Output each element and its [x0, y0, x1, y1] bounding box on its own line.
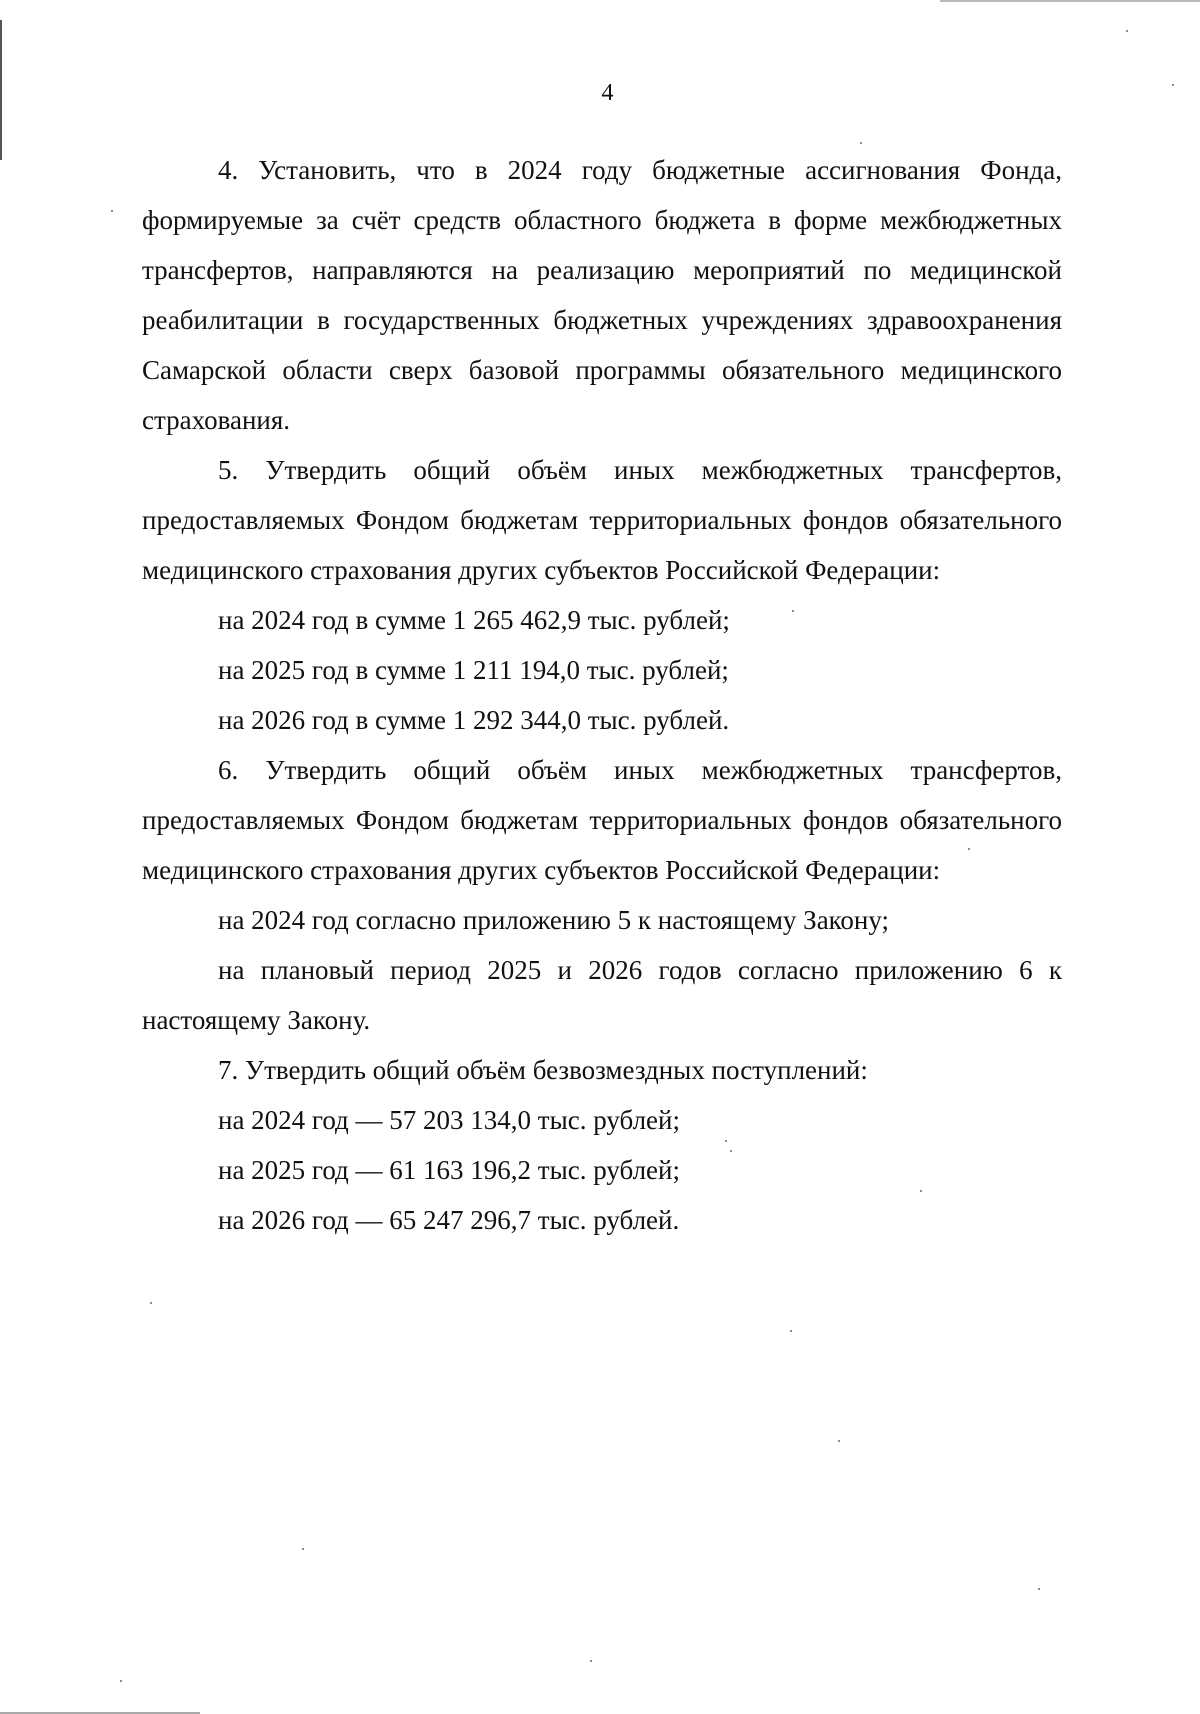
list-item: на 2026 год — 65 247 296,7 тыс. рублей. [218, 1205, 680, 1235]
scan-speck [1038, 1588, 1040, 1590]
scan-speck [790, 1330, 792, 1332]
paragraph-6: 6. Утвердить общий объём иных межбюджетных трансфертов, предоставляемых Фондом бюджетам территориальных фондов обязательного медицинского страхования других субъектов Российской Федерации: [142, 755, 1062, 885]
scan-edge-mark [940, 0, 1200, 2]
paragraph-5: 5. Утвердить общий объём иных межбюджетных трансфертов, предоставляемых Фондом бюджетам территориальных фондов обязательного медицинского страхования других субъектов Российской Федерации: [142, 455, 1062, 585]
scan-speck [120, 1680, 122, 1682]
paragraph-4: 4. Установить, что в 2024 году бюджетные ассигнования Фонда, формируемые за счёт средств областного бюджета в форме межбюджетных трансфертов, направляются на реализацию мероприятий по медицинской реабилитации в государственных бюджетных учреждениях здравоохранения Самарской области сверх базовой программы обязательного медицинского страхования. [142, 155, 1062, 435]
scan-speck [150, 1302, 152, 1304]
paragraph-7: 7. Утвердить общий объём безвозмездных поступлений: [218, 1055, 868, 1085]
list-item: на плановый период 2025 и 2026 годов согласно приложению 6 к настоящему Закону. [142, 955, 1062, 1035]
list-item: на 2026 год в сумме 1 292 344,0 тыс. рублей. [218, 705, 730, 735]
scan-speck [111, 210, 113, 212]
scan-speck [838, 1440, 840, 1442]
list-item: на 2025 год в сумме 1 211 194,0 тыс. рублей; [218, 655, 729, 685]
page-number: 4 [601, 80, 614, 106]
scan-speck [860, 142, 862, 144]
document-body [142, 145, 1062, 1245]
list-item: на 2024 год согласно приложению 5 к настоящему Закону; [218, 905, 890, 935]
scan-speck [1126, 30, 1128, 32]
list-item: на 2025 год — 61 163 196,2 тыс. рублей; [218, 1155, 680, 1185]
list-item: на 2024 год — 57 203 134,0 тыс. рублей; [218, 1105, 680, 1135]
list-item: на 2024 год в сумме 1 265 462,9 тыс. рублей; [218, 605, 730, 635]
scan-speck [302, 1548, 304, 1550]
scan-speck [590, 1660, 592, 1662]
